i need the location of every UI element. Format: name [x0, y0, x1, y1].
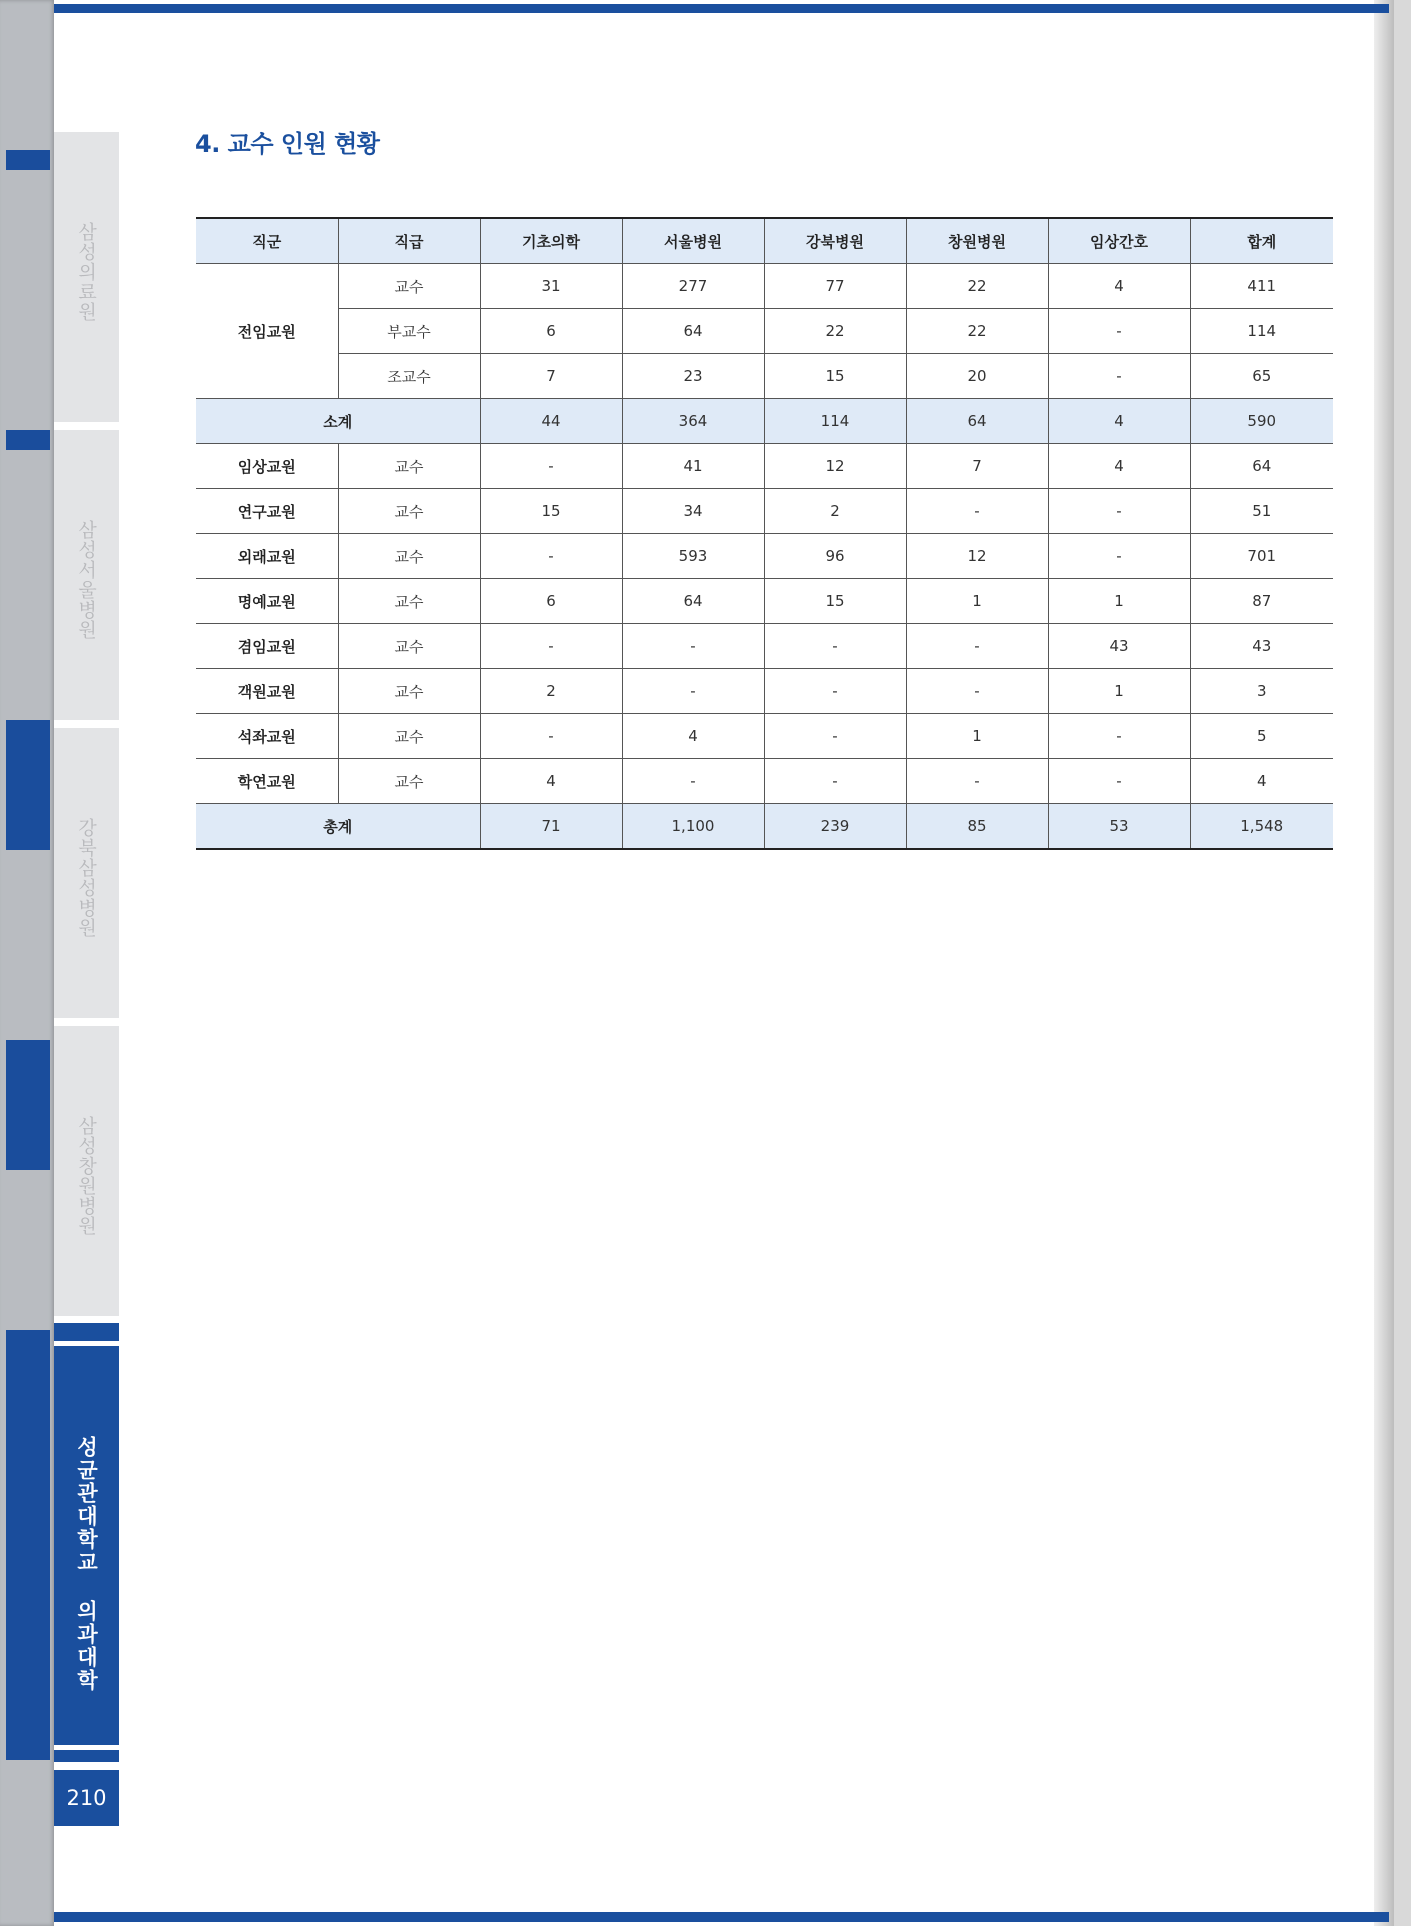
- column-header: 창원병원: [906, 218, 1048, 264]
- spine-edge-mark: [6, 720, 50, 850]
- sidebar-tab-label: 성균관대학교 의과대학: [74, 1436, 99, 1692]
- value-cell: -: [1048, 309, 1190, 354]
- group-cell: 외래교원: [196, 534, 338, 579]
- column-header: 기초의학: [480, 218, 622, 264]
- rank-cell: 조교수: [338, 354, 480, 399]
- spine-edge-mark: [6, 1330, 50, 1760]
- sidebar-tabs: [54, 132, 119, 1324]
- value-cell: -: [1048, 489, 1190, 534]
- column-header: 임상간호: [1048, 218, 1190, 264]
- spine-edge-mark: [6, 150, 50, 170]
- value-cell: 1,548: [1190, 804, 1333, 850]
- value-cell: 4: [480, 759, 622, 804]
- value-cell: -: [1048, 534, 1190, 579]
- spine-edge-mark: [6, 1040, 50, 1170]
- value-cell: -: [1048, 354, 1190, 399]
- value-cell: 1: [1048, 579, 1190, 624]
- value-cell: 34: [622, 489, 764, 534]
- value-cell: -: [906, 759, 1048, 804]
- value-cell: 15: [764, 579, 906, 624]
- sidebar-tab-samsung-changwon-hospital[interactable]: [54, 1026, 119, 1316]
- table-header-row: [196, 218, 1333, 264]
- book-spine: [0, 0, 56, 1926]
- rank-cell: 교수: [338, 759, 480, 804]
- table-row: [196, 264, 1333, 309]
- value-cell: 4: [1190, 759, 1333, 804]
- value-cell: 4: [1048, 444, 1190, 489]
- value-cell: 71: [480, 804, 622, 850]
- group-cell: 석좌교원: [196, 714, 338, 759]
- value-cell: -: [480, 534, 622, 579]
- value-cell: 41: [622, 444, 764, 489]
- value-cell: 23: [622, 354, 764, 399]
- group-cell: 명예교원: [196, 579, 338, 624]
- value-cell: 12: [906, 534, 1048, 579]
- value-cell: 1: [1048, 669, 1190, 714]
- table-row: [196, 624, 1333, 669]
- table-row: [196, 759, 1333, 804]
- value-cell: -: [1048, 714, 1190, 759]
- rank-cell: 교수: [338, 669, 480, 714]
- sidebar-tab-label: 삼성의료원: [75, 222, 97, 322]
- value-cell: 590: [1190, 399, 1333, 444]
- column-header: 강북병원: [764, 218, 906, 264]
- value-cell: 31: [480, 264, 622, 309]
- value-cell: 3: [1190, 669, 1333, 714]
- sidebar-tab-label: 삼성서울병원: [75, 520, 97, 640]
- column-header: 합계: [1190, 218, 1333, 264]
- value-cell: 53: [1048, 804, 1190, 850]
- value-cell: 87: [1190, 579, 1333, 624]
- sidebar-tab-samsung-seoul-hospital[interactable]: [54, 430, 119, 720]
- value-cell: 96: [764, 534, 906, 579]
- rank-cell: 교수: [338, 444, 480, 489]
- value-cell: 12: [764, 444, 906, 489]
- value-cell: -: [480, 444, 622, 489]
- value-cell: 114: [764, 399, 906, 444]
- rank-cell: 교수: [338, 264, 480, 309]
- faculty-table: [196, 217, 1333, 850]
- value-cell: 64: [906, 399, 1048, 444]
- table-row: [196, 714, 1333, 759]
- value-cell: -: [480, 624, 622, 669]
- group-cell: 임상교원: [196, 444, 338, 489]
- value-cell: 4: [1048, 399, 1190, 444]
- value-cell: 1: [906, 579, 1048, 624]
- value-cell: 77: [764, 264, 906, 309]
- value-cell: 43: [1190, 624, 1333, 669]
- value-cell: 64: [622, 309, 764, 354]
- value-cell: 15: [480, 489, 622, 534]
- value-cell: -: [622, 759, 764, 804]
- value-cell: 2: [764, 489, 906, 534]
- value-cell: 64: [1190, 444, 1333, 489]
- group-cell: 겸임교원: [196, 624, 338, 669]
- spine-edge-mark: [6, 430, 50, 450]
- value-cell: -: [764, 624, 906, 669]
- table-row: [196, 534, 1333, 579]
- value-cell: 43: [1048, 624, 1190, 669]
- value-cell: 114: [1190, 309, 1333, 354]
- group-cell: 연구교원: [196, 489, 338, 534]
- value-cell: 277: [622, 264, 764, 309]
- sidebar-tab-skku-medicine[interactable]: [54, 1343, 119, 1745]
- table-row: [196, 309, 1333, 354]
- table-row: [196, 489, 1333, 534]
- value-cell: 64: [622, 579, 764, 624]
- value-cell: 7: [480, 354, 622, 399]
- table-row: [196, 354, 1333, 399]
- value-cell: 4: [622, 714, 764, 759]
- value-cell: 22: [906, 309, 1048, 354]
- rank-cell: 교수: [338, 714, 480, 759]
- column-header: 직급: [338, 218, 480, 264]
- rank-cell: 교수: [338, 579, 480, 624]
- value-cell: 22: [906, 264, 1048, 309]
- section-title: 4. 교수 인원 현황: [195, 130, 380, 158]
- rank-cell: 부교수: [338, 309, 480, 354]
- column-header: 서울병원: [622, 218, 764, 264]
- page-number: 210: [54, 1770, 119, 1826]
- value-cell: 15: [764, 354, 906, 399]
- value-cell: -: [906, 624, 1048, 669]
- active-tab-band: [54, 1750, 119, 1762]
- top-rule: [54, 4, 1389, 13]
- rank-cell: 교수: [338, 624, 480, 669]
- page-edge-shadow: [1374, 0, 1394, 1926]
- value-cell: -: [906, 489, 1048, 534]
- value-cell: -: [764, 759, 906, 804]
- value-cell: 20: [906, 354, 1048, 399]
- column-header: 직군: [196, 218, 338, 264]
- value-cell: 22: [764, 309, 906, 354]
- value-cell: 51: [1190, 489, 1333, 534]
- bottom-rule: [54, 1912, 1389, 1922]
- table-row: [196, 444, 1333, 489]
- sidebar-tab-label: 삼성창원병원: [75, 1116, 97, 1236]
- value-cell: 364: [622, 399, 764, 444]
- sidebar-tab-label: 강북삼성병원: [75, 818, 97, 938]
- value-cell: -: [764, 669, 906, 714]
- sidebar-tab-kangbuk-samsung-hospital[interactable]: [54, 728, 119, 1018]
- value-cell: 701: [1190, 534, 1333, 579]
- rank-cell: 교수: [338, 489, 480, 534]
- value-cell: -: [906, 669, 1048, 714]
- table-row: [196, 579, 1333, 624]
- value-cell: 6: [480, 309, 622, 354]
- value-cell: 411: [1190, 264, 1333, 309]
- subtotal-label: 소계: [196, 399, 480, 444]
- active-tab-band: [54, 1323, 119, 1341]
- rank-cell: 교수: [338, 534, 480, 579]
- value-cell: 5: [1190, 714, 1333, 759]
- value-cell: -: [764, 714, 906, 759]
- group-cell: 객원교원: [196, 669, 338, 714]
- value-cell: 85: [906, 804, 1048, 850]
- sidebar-tab-samsung-medical-center[interactable]: [54, 132, 119, 422]
- value-cell: 593: [622, 534, 764, 579]
- value-cell: 7: [906, 444, 1048, 489]
- value-cell: 2: [480, 669, 622, 714]
- value-cell: 44: [480, 399, 622, 444]
- total-row: [196, 804, 1333, 850]
- value-cell: -: [1048, 759, 1190, 804]
- group-cell: 학연교원: [196, 759, 338, 804]
- subtotal-row: [196, 399, 1333, 444]
- total-label: 총계: [196, 804, 480, 850]
- value-cell: -: [622, 669, 764, 714]
- value-cell: -: [622, 624, 764, 669]
- value-cell: 239: [764, 804, 906, 850]
- value-cell: 1: [906, 714, 1048, 759]
- value-cell: 4: [1048, 264, 1190, 309]
- value-cell: 1,100: [622, 804, 764, 850]
- value-cell: -: [480, 714, 622, 759]
- table-row: [196, 669, 1333, 714]
- value-cell: 6: [480, 579, 622, 624]
- group-cell: 전임교원: [196, 264, 338, 399]
- value-cell: 65: [1190, 354, 1333, 399]
